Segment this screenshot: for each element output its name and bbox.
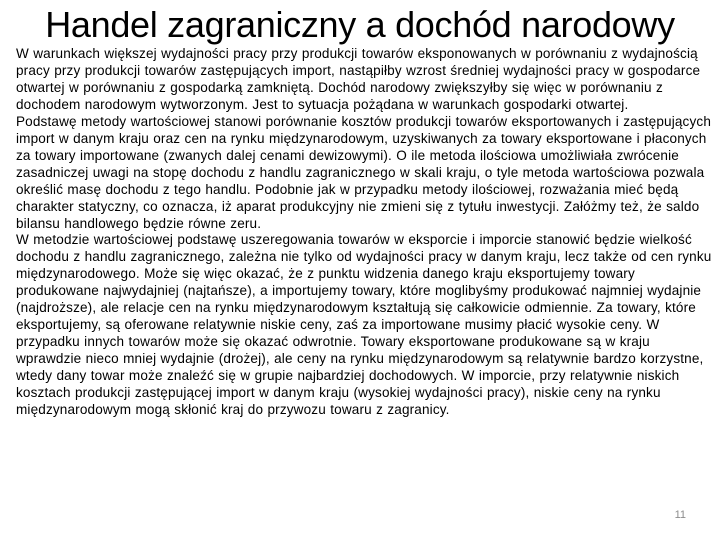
paragraph-productivity: W warunkach większej wydajności pracy przy produkcji towarów eksponowanych w porównaniu z wydajnością pracy przy produkcji towarów zastępujących import, nastąpiłby wzrost średniej wydajności pracy w gospodarce otwartej w porównaniu z gospodarką zamkniętą. Dochód narodowy zwiększyłby się więc w porównaniu z dochodem narodowym wytworzonym. Jest to sytuacja pożądana w warunkach gospodarki otwartej. xyxy=(16,46,701,112)
paragraph-ranking: W metodzie wartościowej podstawę uszeregowania towarów w eksporcie i imporcie stanowić będzie wielkość dochodu z handlu zagranicznego, zależna nie tylko od wydajności pracy w danym kraju, lecz także od cen rynku międzynarodowego. Może się więc okazać, że z punktu widzenia danego kraju eksportujemy towary produkowane najwydajniej (najtańsze), a importujemy towary, które moglibyśmy produkować najmniej wydajnie (najdroższe), ale relacje cen na rynku międzynarodowym kształtują się całkowicie odmiennie. Za towary, które eksportujemy, są oferowane relatywnie niskie ceny, zaś za importowane musimy płacić wysokie ceny. W przypadku innych towarów może się okazać odwrotnie. Towary eksportowane produkowane są w kraju wprawdzie nieco mniej wydajnie (drożej), ale ceny na rynku międzynarodowym są relatywnie bardzo korzystne, wtedy dany towar może znaleźć się w grupie najbardziej dochodowych. W imporcie, przy relatywnie niskich kosztach produkcji zastępującej import w danym kraju (wysokiej wydajności pracy), niskie ceny na rynku międzynarodowym mogą skłonić kraj do przywozu towaru z zagranicy. xyxy=(16,232,712,418)
page-number: 11 xyxy=(674,509,686,521)
slide-body xyxy=(16,46,714,419)
slide-title: Handel zagraniczny a dochód narodowy xyxy=(45,4,675,45)
paragraph-value-method: Podstawę metody wartościowej stanowi porównanie kosztów produkcji towarów eksportowanych i zastępujących import w danym kraju oraz cen na rynku międzynarodowym, uzyskiwanych za towary eksportowane i płaconych za towary importowane (zwanych dalej cenami dewizowymi). O ile metoda ilościowa umożliwiała zwrócenie zasadniczej uwagi na stopę dochodu z handlu zagranicznego w skali kraju, o tyle metoda wartościowa pozwala określić masę dochodu z tego handlu. Podobnie jak w przypadku metody ilościowej, rozważania mieć będą charakter statyczny, co oznacza, iż aparat produkcyjny nie zmieni się z tytułu inwestycji. Załóżmy też, że saldo bilansu handlowego będzie równe zeru. xyxy=(16,113,712,231)
